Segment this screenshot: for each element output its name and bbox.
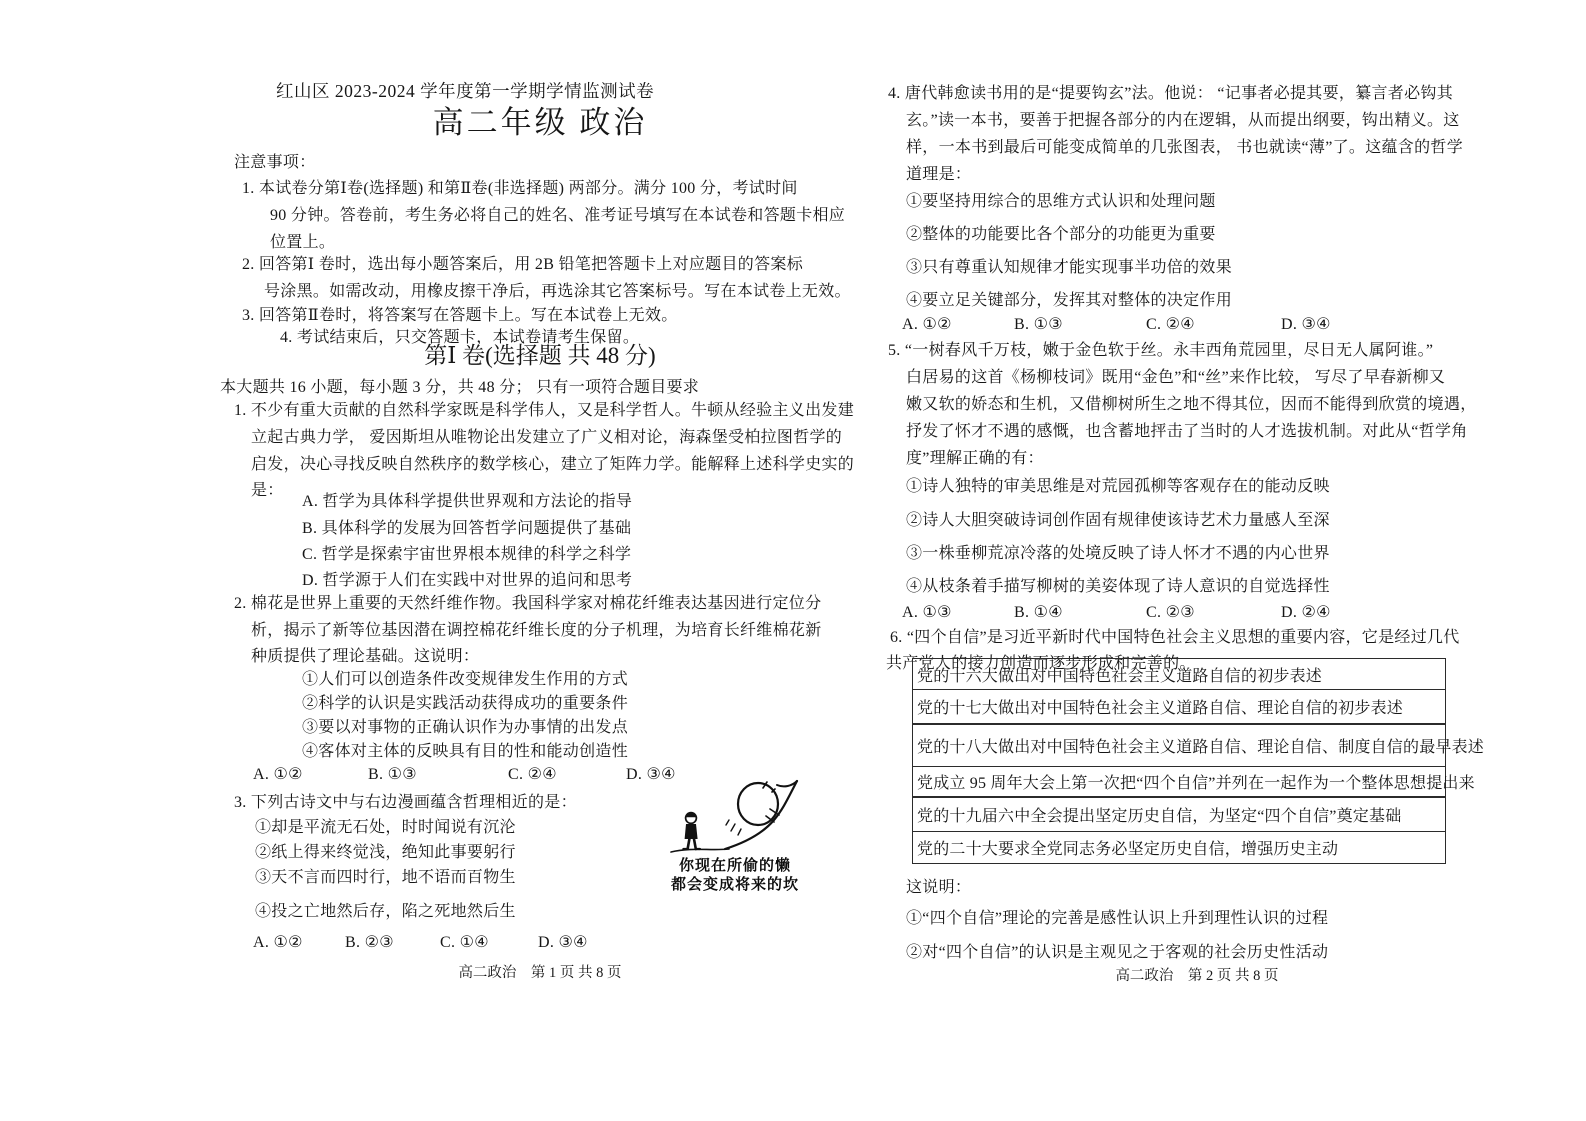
q4-answer-row — [902, 311, 1331, 338]
notice-1-line-1: 1. 本试卷分第Ⅰ卷(选择题) 和第Ⅱ卷(非选择题) 两部分。满分 100 分，考试时间 — [242, 180, 798, 197]
q4-item-2: ②整体的功能要比各个部分的功能更为重要 — [906, 226, 1216, 243]
q4-stem-line-2: 玄。”读一本书，要善于把握各部分的内在逻辑，从而提出纲要，钩出精义。这 — [906, 112, 1460, 129]
q2-item-3: ③要以对事物的正确认识作为办事情的出发点 — [302, 719, 629, 736]
q4-stem-line-3: 样，一本书到最后可能变成简单的几张图表， 书也就读“薄”了。这蕴含的哲学 — [906, 139, 1464, 156]
page-2-footer: 高二政治 第 2 页 共 8 页 — [1115, 968, 1279, 984]
q1-option-d: D. 哲学源于人们在实践中对世界的追问和思考 — [302, 572, 633, 589]
table-row-text: 党的二十大要求全党同志务必坚定历史自信，增强历史主动 — [917, 840, 1339, 858]
q4-stem-line-1: 4. 唐代韩愈读书用的是“提要钩玄”法。他说： “记事者必提其要，纂言者必钩其 — [888, 85, 1454, 102]
table-row — [912, 796, 1446, 832]
cartoon-caption-line-2: 都会变成将来的坎 — [670, 876, 799, 893]
q3-item-4: ④投之亡地然后存，陷之死地然后生 — [255, 903, 516, 920]
page-1-footer: 高二政治 第 1 页 共 8 页 — [458, 965, 622, 981]
exam-page-2 — [886, 0, 1508, 1121]
q3-item-3: ③天不言而四时行，地不语而百物生 — [255, 869, 516, 886]
table-row — [912, 723, 1485, 767]
q3-choice-a: A. ①② — [253, 934, 303, 951]
q4-item-1: ①要坚持用综合的思维方式认识和处理问题 — [906, 193, 1216, 210]
table-row — [912, 831, 1446, 864]
q2-item-2: ②科学的认识是实践活动获得成功的重要条件 — [302, 695, 629, 712]
q4-choice-c: C. ②④ — [1146, 316, 1195, 333]
q5-item-1: ①诗人独特的审美思维是对荒园孤柳等客观存在的能动反映 — [906, 478, 1330, 495]
q5-choice-a: A. ①③ — [902, 604, 952, 621]
q4-choice-d: D. ③④ — [1281, 316, 1331, 333]
q3-choice-c: C. ①④ — [440, 934, 489, 951]
four-confidence-table — [912, 658, 1485, 864]
q6-post-table-label: 这说明： — [906, 879, 972, 896]
notice-2-line-1: 2. 回答第Ⅰ 卷时，选出每小题答案后，用 2B 铅笔把答题卡上对应题目的答案标 — [242, 256, 803, 273]
q2-choice-c: C. ②④ — [508, 766, 557, 783]
q5-choice-c: C. ②③ — [1146, 604, 1195, 621]
q1-option-a: A. 哲学为具体科学提供世界观和方法论的指导 — [302, 493, 633, 510]
q4-choice-a: A. ①② — [902, 316, 952, 333]
cartoon-boulder-slope-illustration — [665, 778, 805, 856]
q1-option-c: C. 哲学是探索宇宙世界根本规律的科学之科学 — [302, 546, 632, 563]
q4-stem-line-4: 道理是： — [906, 166, 972, 183]
q2-answer-row — [253, 761, 676, 788]
q5-choice-b: B. ①④ — [1014, 604, 1063, 621]
q2-stem-line-3: 种质提供了理论基础。这说明： — [251, 648, 480, 665]
q5-stem-line-4: 抒发了怀才不遇的感慨，也含蓄地抨击了当时的人才选拔机制。对此从“哲学角 — [906, 423, 1468, 440]
notice-1-line-3: 位置上。 — [270, 234, 336, 251]
q6-stem-line-2: 共产党人的接力创造而逐步形成和完善的。 — [886, 655, 1196, 672]
table-row-text: 党的十九届六中全会提出坚定历史自信，为坚定“四个自信”奠定基础 — [917, 807, 1402, 825]
table-row-text: 党成立 95 周年大会上第一次把“四个自信”并列在一起作为一个整体思想提出来 — [917, 775, 1475, 792]
q3-cartoon — [660, 778, 810, 894]
exam-header: 红山区 2023-2024 学年度第一学期学情监测试卷 — [276, 81, 655, 101]
person-figure — [683, 813, 700, 849]
q3-item-2: ②纸上得来终觉浅，绝知此事要躬行 — [255, 844, 516, 861]
boulder-shape — [738, 783, 778, 825]
falling-debris — [726, 820, 741, 835]
q1-option-b: B. 具体科学的发展为回答哲学问题提供了基础 — [302, 520, 632, 537]
q5-item-2: ②诗人大胆突破诗词创作固有规律使该诗艺术力量感人至深 — [906, 512, 1330, 529]
q5-stem-line-1: 5. “一树春风千万枝，嫩于金色软于丝。永丰西角荒园里，尽日无人属阿谁。” — [888, 342, 1434, 359]
q3-answer-row — [253, 929, 588, 956]
q3-stem-line-1: 3. 下列古诗文中与右边漫画蕴含哲理相近的是： — [234, 794, 577, 811]
q2-choice-b: B. ①③ — [368, 766, 417, 783]
notice-title: 注意事项： — [234, 154, 316, 171]
q3-choice-b: B. ②③ — [345, 934, 394, 951]
q5-stem-line-2: 白居易的这首《杨柳枝词》既用“金色”和“丝”来作比较， 写尽了早春新柳又 — [906, 369, 1446, 386]
q1-stem-line-3: 启发，决心寻找反映自然秩序的数学核心，建立了矩阵力学。能解释上述科学史实的 — [251, 456, 855, 473]
q3-item-1: ①却是平流无石处，时时闻说有沉沦 — [255, 819, 516, 836]
table-row — [912, 766, 1475, 798]
q2-stem-line-1: 2. 棉花是世界上重要的天然纤维作物。我国科学家对棉花纤维表达基因进行定位分 — [234, 595, 822, 612]
table-row-text: 党的十六大做出对中国特色社会主义道路自信的初步表述 — [917, 667, 1323, 685]
table-row-text: 党的十八大做出对中国特色社会主义道路自信、理论自信、制度自信的最早表述 — [917, 738, 1485, 756]
table-row — [912, 658, 1446, 690]
page-title: 高二年级 政治 — [432, 105, 648, 140]
exam-page-1 — [220, 0, 855, 1121]
q5-item-3: ③一株垂柳荒凉冷落的处境反映了诗人怀才不遇的内心世界 — [906, 545, 1330, 562]
q2-item-4: ④客体对主体的反映具有目的性和能动创造性 — [302, 743, 629, 760]
q2-stem-line-2: 析，揭示了新等位基因潜在调控棉花纤维长度的分子机理，为培育长纤维棉花新 — [251, 622, 822, 639]
q5-stem-line-3: 嫩又软的娇态和生机，又借柳树所生之地不得其位，因而不能得到欣赏的境遇， — [906, 396, 1477, 413]
section-subtitle: 本大题共 16 小题，每小题 3 分，共 48 分； 只有一项符合题目要求 — [220, 379, 700, 396]
q4-item-3: ③只有尊重认知规律才能实现事半功倍的效果 — [906, 259, 1233, 276]
q2-choice-d: D. ③④ — [626, 766, 676, 783]
q4-choice-b: B. ①③ — [1014, 316, 1063, 333]
cartoon-caption-line-1: 你现在所偷的懒 — [678, 857, 791, 874]
q6-item-2: ②对“四个自信”的认识是主观见之于客观的社会历史性活动 — [906, 944, 1329, 961]
table-row — [912, 689, 1446, 725]
q1-stem-line-1: 1. 不少有重大贡献的自然科学家既是科学伟人，又是科学哲人。牛顿从经验主义出发建 — [234, 402, 855, 419]
q4-item-4: ④要立足关键部分，发挥其对整体的决定作用 — [906, 292, 1233, 309]
q2-choice-a: A. ①② — [253, 766, 303, 783]
table-row-text: 党的十七大做出对中国特色社会主义道路自信、理论自信的初步表述 — [917, 700, 1404, 717]
q1-stem-line-2: 立起古典力学， 爱因斯坦从唯物论出发建立了广义相对论，海森堡受柏拉图哲学的 — [251, 429, 843, 446]
q1-stem-line-4: 是： — [251, 482, 284, 499]
notice-3: 3. 回答第Ⅱ卷时，将答案写在答题卡上。写在本试卷上无效。 — [242, 307, 678, 324]
notice-4: 4. 考试结束后，只交答题卡，本试卷请考生保留。 — [280, 329, 640, 346]
q3-choice-d: D. ③④ — [538, 934, 588, 951]
notice-1-line-2: 90 分钟。答卷前，考生务必将自己的姓名、准考证号填写在本试卷和答题卡相应 — [270, 207, 846, 224]
section-title: 第Ⅰ 卷(选择题 共 48 分) — [424, 343, 656, 368]
q5-stem-line-5: 度”理解正确的有： — [906, 450, 1044, 467]
q6-item-1: ①“四个自信”理论的完善是感性认识上升到理性认识的过程 — [906, 910, 1329, 927]
q6-stem-line-1: 6. “四个自信”是习近平新时代中国特色社会主义思想的重要内容，它是经过几代 — [890, 629, 1460, 646]
q5-answer-row — [902, 599, 1331, 626]
q2-item-1: ①人们可以创造条件改变规律发生作用的方式 — [302, 671, 629, 688]
q5-choice-d: D. ②④ — [1281, 604, 1331, 621]
notice-2-line-2: 号涂黑。如需改动，用橡皮擦干净后，再选涂其它答案标号。写在本试卷上无效。 — [264, 283, 851, 300]
q5-item-4: ④从枝条着手描写柳树的美姿体现了诗人意识的自觉选择性 — [906, 578, 1330, 595]
